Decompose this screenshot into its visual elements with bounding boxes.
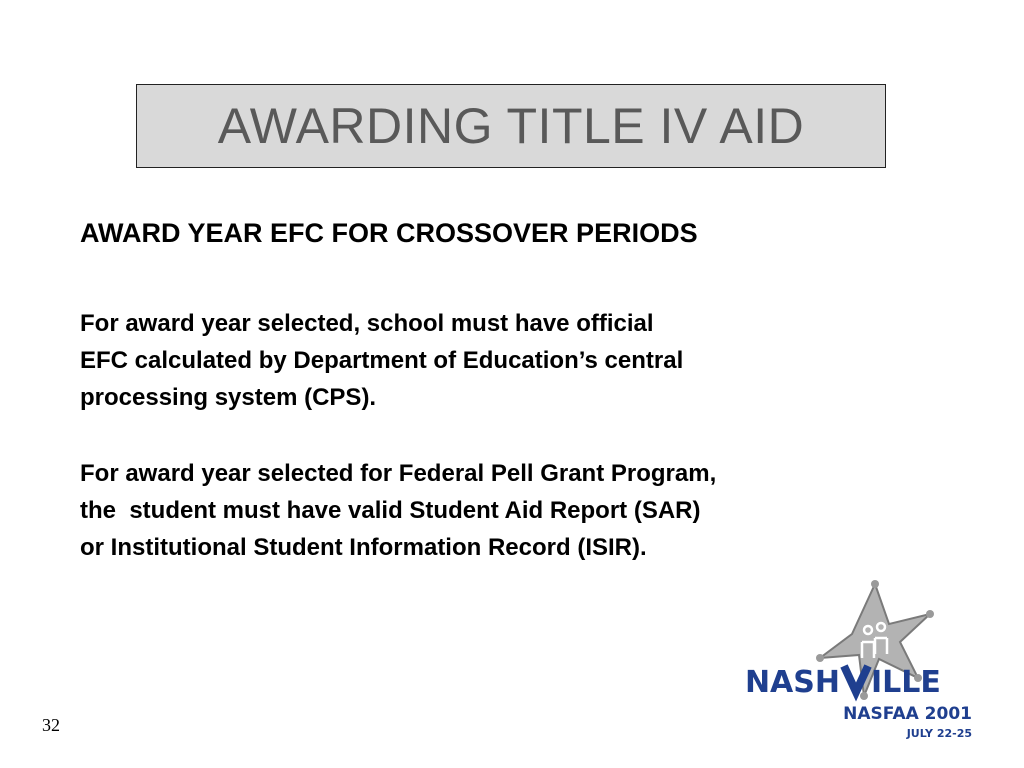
slide-number: 32 (42, 715, 60, 735)
paragraph-line: processing system (CPS). (80, 384, 377, 411)
paragraph-line: For award year selected for Federal Pell Grant Program, (80, 460, 717, 487)
paragraph-line: EFC calculated by Department of Education’s central (80, 347, 684, 374)
logo-city-left: NASH (744, 665, 840, 700)
paragraph-line: or Institutional Student Information Record (ISIR). (80, 534, 647, 561)
paragraph-pell-grant (80, 455, 716, 566)
slide-title: AWARDING TITLE IV AID (217, 98, 805, 154)
section-heading: AWARD YEAR EFC FOR CROSSOVER PERIODS (80, 218, 698, 248)
paragraph-official-efc (80, 305, 683, 416)
logo-event: NASFAA 2001 (843, 704, 972, 724)
paragraph-line: For award year selected, school must have official (80, 310, 654, 337)
nasfaa-nashville-logo (740, 578, 980, 748)
logo-dates: JULY 22-25 (906, 727, 972, 740)
title-box (136, 84, 886, 168)
paragraph-line: the student must have valid Student Aid Report (SAR) (80, 497, 701, 524)
logo-city-right: ILLE (871, 665, 941, 700)
